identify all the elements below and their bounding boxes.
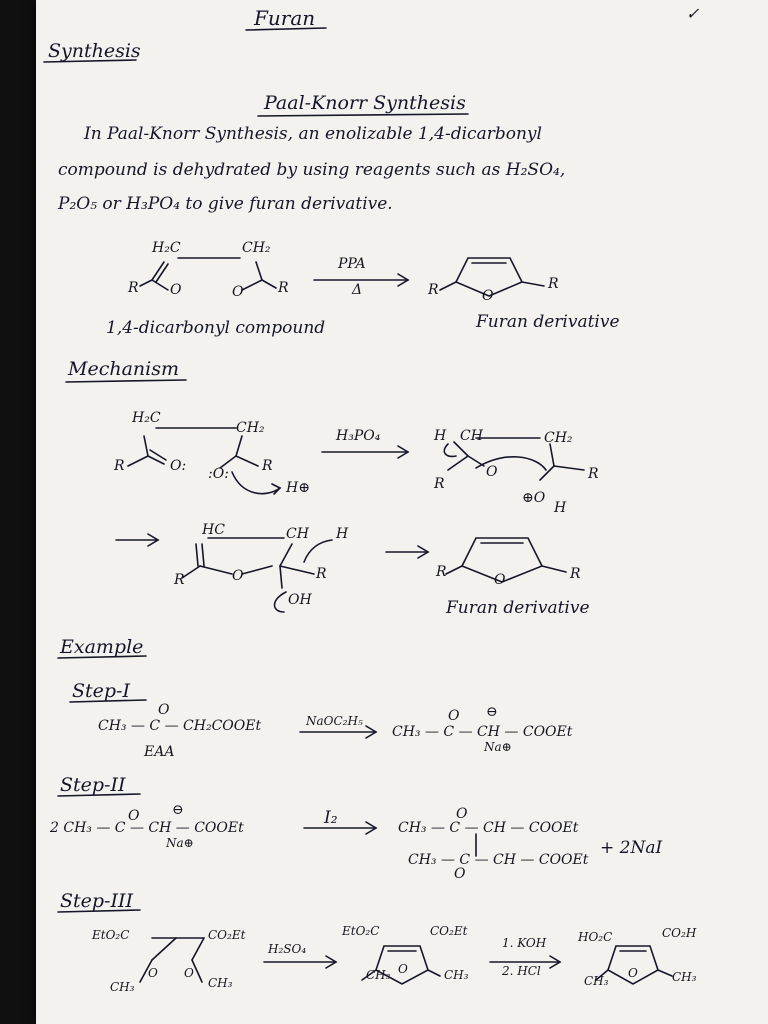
r1-r-left: R — [128, 280, 139, 296]
s3c-ch3-right: CH₃ — [672, 970, 697, 984]
r1-h2c: H₂C — [152, 240, 181, 256]
r1-reactant-caption: 1,4-dicarbonyl compound — [106, 318, 326, 338]
m2-oh: ⊕O — [522, 490, 546, 506]
step1-product-na: Na⊕ — [484, 740, 512, 754]
step1-reactant-o: O — [158, 702, 170, 718]
s3a-o-right: O — [184, 966, 194, 980]
s3c-co2h: CO₂H — [662, 926, 697, 940]
s3a-ch3-right: CH₃ — [208, 976, 233, 990]
intro-line-1: In Paal-Knorr Synthesis, an enolizable 1,4-dicarbonyl — [84, 124, 542, 144]
step1-product-charge: ⊖ — [486, 704, 498, 720]
s3a-eto2c: EtO₂C — [92, 928, 130, 942]
intro-line-2: compound is dehydrated by using reagents such as H₂SO₄, — [58, 160, 566, 180]
s3b-o: O — [398, 962, 408, 976]
section-synthesis: Synthesis — [48, 40, 141, 62]
notebook-page — [36, 0, 768, 1024]
s3-reagent2-line1: 1. KOH — [502, 936, 547, 950]
s3a-ch3-left: CH₃ — [110, 980, 135, 994]
m1-o-right: :O: — [208, 466, 229, 482]
m2-h: H — [554, 500, 567, 516]
s3b-co2et: CO₂Et — [430, 924, 468, 938]
step1-reagent: NaOC₂H₅ — [306, 714, 363, 728]
s3c-ho2c: HO₂C — [578, 930, 613, 944]
m1-h2c: H₂C — [132, 410, 161, 426]
s3a-co2et: CO₂Et — [208, 928, 246, 942]
m2-h-left: H — [434, 428, 447, 444]
step2-reactant-na: Na⊕ — [166, 836, 194, 850]
intro-line-3: P₂O₅ or H₃PO₄ to give furan derivative. — [58, 194, 393, 214]
m-prod-r-left: R — [436, 564, 447, 580]
step1-reactant-name: EAA — [144, 744, 175, 760]
m-prod-o: O — [494, 572, 506, 588]
step2-product-bottom: CH₃ — C — CH — COOEt — [408, 852, 589, 868]
m3-r-left: R — [174, 572, 185, 588]
r1-ch2: CH₂ — [242, 240, 271, 256]
step2-product-top-o: O — [456, 806, 468, 822]
m1-r-right: R — [262, 458, 273, 474]
m1-proton: H⊕ — [286, 480, 310, 496]
step2-reagent: I₂ — [324, 808, 338, 828]
m-reagent: H₃PO₄ — [336, 428, 381, 444]
s3-reagent1: H₂SO₄ — [268, 942, 307, 956]
m2-ch: CH — [460, 428, 483, 444]
s3b-eto2c: EtO₂C — [342, 924, 380, 938]
s3a-o-left: O — [148, 966, 158, 980]
m-product-caption: Furan derivative — [446, 598, 590, 618]
r1-product-caption: Furan derivative — [476, 312, 620, 332]
m3-r-right: R — [316, 566, 327, 582]
r1-prod-r-left: R — [428, 282, 439, 298]
r1-prod-o: O — [482, 288, 494, 304]
chemistry-drawing — [36, 0, 768, 1024]
example-heading: Example — [60, 636, 144, 658]
r1-prod-r-right: R — [548, 276, 559, 292]
m2-o: O — [486, 464, 498, 480]
m2-ch2: CH₂ — [544, 430, 573, 446]
step1-reactant: CH₃ — C — CH₂COOEt — [98, 718, 262, 734]
r1-o-right: O — [232, 284, 244, 300]
m1-ch2: CH₂ — [236, 420, 265, 436]
m3-hc: HC — [202, 522, 225, 538]
m2-r-right: R — [588, 466, 599, 482]
m3-h: H — [336, 526, 349, 542]
m3-oh: OH — [288, 592, 312, 608]
s3b-ch3-right: CH₃ — [444, 968, 469, 982]
step2-reactant: 2 CH₃ — C — CH — COOEt — [50, 820, 244, 836]
step3-label: Step-III — [60, 890, 133, 912]
s3c-ch3-left: CH₃ — [584, 974, 609, 988]
step1-product-o: O — [448, 708, 460, 724]
step1-product: CH₃ — C — CH — COOEt — [392, 724, 573, 740]
check-mark-icon: ✓ — [686, 4, 700, 23]
r1-reagent: PPA — [338, 256, 366, 272]
step2-product-bottom-o: O — [454, 866, 466, 882]
s3b-ch3-left: CH₃ — [366, 968, 391, 982]
s3c-o: O — [628, 966, 638, 980]
m2-r-left: R — [434, 476, 445, 492]
step2-byproduct: + 2NaI — [600, 838, 663, 858]
method-title: Paal-Knorr Synthesis — [264, 92, 466, 114]
r1-o-left: O — [170, 282, 182, 298]
step2-reactant-charge: ⊖ — [172, 802, 184, 818]
r1-condition: Δ — [352, 282, 363, 298]
m3-o: O — [232, 568, 244, 584]
page-heading: Furan — [254, 6, 316, 30]
m1-r-left: R — [114, 458, 125, 474]
step2-label: Step-II — [60, 774, 126, 796]
step2-product-top: CH₃ — C — CH — COOEt — [398, 820, 579, 836]
m3-ch: CH — [286, 526, 309, 542]
m-prod-r-right: R — [570, 566, 581, 582]
step1-label: Step-I — [72, 680, 130, 702]
mechanism-heading: Mechanism — [68, 358, 179, 380]
step2-reactant-o: O — [128, 808, 140, 824]
m1-o-left: O: — [170, 458, 187, 474]
s3-reagent2-line2: 2. HCl — [502, 964, 541, 978]
r1-r-right: R — [278, 280, 289, 296]
